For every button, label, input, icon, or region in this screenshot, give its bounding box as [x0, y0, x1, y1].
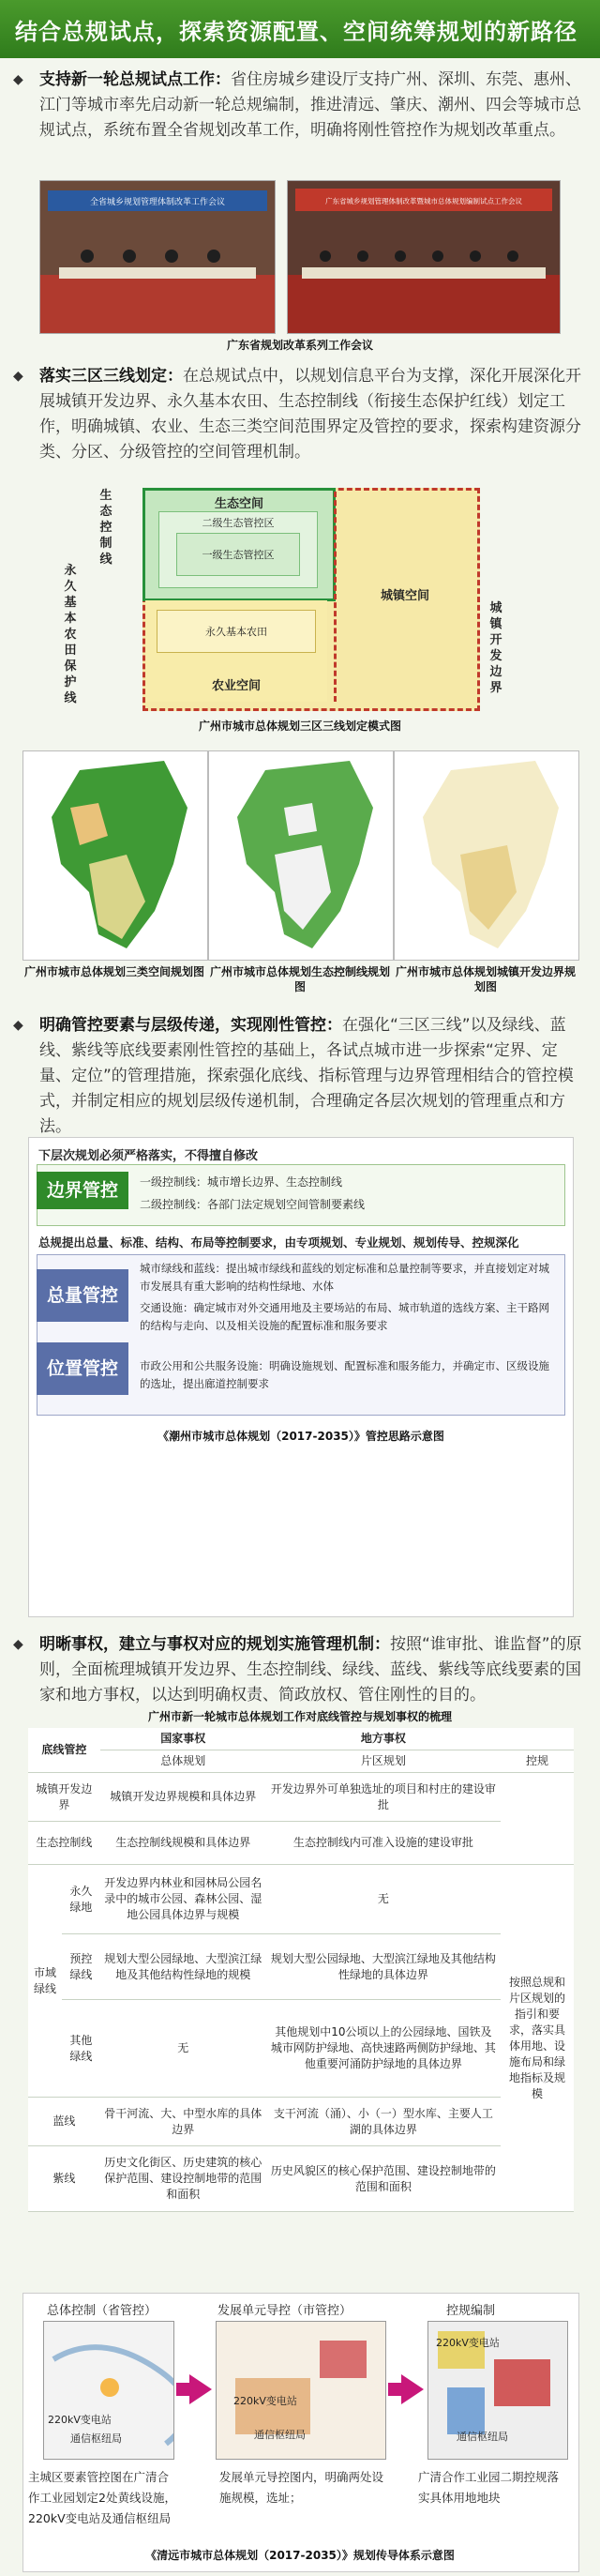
section-heading: 明晰事权，建立与事权对应的规划实施管理机制：	[39, 1635, 390, 1654]
tag-boundary-control: 边界管控	[37, 1172, 128, 1209]
map-urban-boundary	[394, 750, 579, 961]
section-heading: 落实三区三线划定：	[39, 367, 183, 386]
eco-space-zone	[142, 488, 336, 601]
chaozhou-control-diagram	[28, 1137, 574, 1617]
flow-arrow-1-icon	[189, 2374, 212, 2404]
flow-sub3: 220kV变电站	[436, 2337, 500, 2349]
meeting-photo-2-graphic	[288, 181, 560, 333]
table-row: 预控绿线 规划大型公园绿地、大型滨江绿地及其他结构性绿地的规模 规划大型公园绿地、大型滨江绿地及其他结构性绿地的具体边界	[28, 1934, 574, 2000]
table-row: 生态控制线 生态控制线规模和具体边界 生态控制线内可准入设施的建设审批	[28, 1822, 574, 1865]
map-caption-2: 广州市城市总体规划生态控制线规划图	[209, 965, 390, 993]
flow-map-1	[43, 2321, 174, 2460]
section-body: 在强化“三区三线”以及绿线、蓝线、紫线等底线要素刚性管控的基础上，各试点城市进一步探索“定界、定量、定位”的管理措施，探索强化底线、指标管理与边界管理相结合的管控模式，并制定相应的规划层级传递机制，合理确定各层次规划的管理重点和方法。	[39, 1016, 574, 1136]
d2-boundary-line-1: 一级控制线：城市增长边界、生态控制线	[140, 1175, 343, 1189]
map-eco-control-graphic	[209, 751, 393, 960]
tag-total-control: 总量管控	[37, 1269, 128, 1322]
diamond-bullet-icon: ◆	[13, 72, 23, 87]
farmland-zone	[157, 610, 316, 653]
table-row: 其他绿线 无 其他规划中10公顷以上的公园绿地、国铁及城市网防护绿地、高快速路两侧防护绿地、其他重要河涌防护绿地的具体边界	[28, 2000, 574, 2098]
agri-space-label: 农业空间	[211, 679, 261, 693]
flow-desc-2: 发展单元导控图内，明确两处设施规模，选址；	[219, 2470, 384, 2505]
eco-level2-label: 二级生态管控区	[202, 517, 275, 529]
flow-desc-1: 主城区要素管控图在广清合作工业园划定2处黄线设施，220kV变电站及通信枢纽局	[28, 2470, 176, 2525]
flow-sub2: 220kV变电站	[233, 2395, 297, 2407]
ctl-merged-cell: 按照总规和片区规划的指引和要求，落实具体用地、设施布局和绿地指标及规模	[501, 1865, 574, 2212]
eco-level2-zone	[158, 511, 318, 588]
section-heading: 支持新一轮总规试点工作：	[39, 70, 231, 89]
diamond-bullet-icon: ◆	[13, 1637, 23, 1652]
flow-sub3b: 通信枢纽局	[457, 2431, 508, 2443]
photo-1-banner-text: 全省城乡规划管理体制改革工作会议	[89, 198, 226, 207]
map-eco-control	[208, 750, 394, 961]
d2-item-facilities: 市政公用和公共服务设施：明确设施规划、配置标准和服务能力，并确定市、区级设施的选址，提出廊道控制要求	[140, 1359, 549, 1390]
map-urban-boundary-graphic	[395, 751, 578, 960]
table-row: 蓝线 骨干河流、大、中型水库的具体边界 支干河流（涌）、小（一）型水库、主要人工湖的具体边界	[28, 2098, 574, 2146]
tag-position-control: 位置管控	[37, 1342, 128, 1395]
urban-space-zone	[334, 492, 473, 702]
authority-table	[28, 1728, 574, 2212]
farmland-line-label: 永久基本农田保护线	[64, 564, 77, 705]
map-three-spaces	[22, 750, 208, 961]
meeting-caption: 广东省规划改革系列工作会议	[226, 339, 373, 352]
flow-map-3	[428, 2321, 568, 2460]
table-row: 市域绿线 永久绿地 开发边界内林业和园林局公园名录中的城市公园、森林公园、湿地公园具体边界与规模 无 按照总规和片区规划的指引和要求，落实具体用地、设施布局和绿地指标及规模	[28, 1865, 574, 1934]
page-banner	[0, 0, 600, 58]
section-body: 在总规试点中，以规划信息平台为支撑，深化开展深化开展城镇开发边界、永久基本农田、生态控制线（衔接生态保护红线）划定工作，明确城镇、农业、生态三类空间范围界定及管控的要求，探索构建资源分类、分区、分级管控的空间管理机制。	[39, 367, 581, 462]
flow-h2: 发展单元导控（市管控）	[218, 2304, 352, 2318]
eco-control-line-label: 生态控制线	[99, 489, 112, 567]
photo-2-banner-text: 广东省城乡规划管理体制改革暨城市总体规划编制试点工作会议	[325, 197, 522, 205]
flow-arrow-2-bar	[388, 2383, 401, 2396]
th-local: 地方事权	[266, 1728, 501, 1750]
table-row: 紫线 历史文化街区、历史建筑的核心保护范围、建设控制地带的范围和面积 历史风貌区的核心保护范围、建设控制地带的范围和面积	[28, 2146, 574, 2212]
flow-arrow-2-icon	[401, 2374, 424, 2404]
three-zones-caption: 广州市城市总体规划三区三线划定模式图	[198, 720, 401, 733]
section-control-elements	[13, 1013, 583, 1140]
th-national: 国家事权	[100, 1728, 266, 1750]
meeting-photo-2	[287, 180, 561, 334]
group-city-green: 市域绿线	[28, 1865, 62, 2098]
diamond-bullet-icon: ◆	[13, 369, 23, 384]
section-body: 省住房城乡建设厅支持广州、深圳、东莞、惠州、江门等城市率先启动新一轮总规编制，推进清远、肇庆、潮州、四会等城市总规试点，系统布置全省规划改革工作，明确将刚性管控作为规划改革重点。	[39, 70, 581, 140]
th-master-plan: 总体规划	[100, 1750, 266, 1773]
th-district-plan: 片区规划	[266, 1750, 501, 1773]
section-pilot-work	[13, 68, 583, 144]
d2-item-transport: 交通设施：确定城市对外交通用地及主要场站的布局、城市轨道的选线方案、主干路网的结构与走向、以及相关设施的配置标准和服务要求	[140, 1301, 549, 1332]
flow-map-2	[216, 2321, 386, 2460]
section-three-zones	[13, 364, 583, 465]
flow-sub1b: 通信枢纽局	[70, 2432, 122, 2445]
meeting-photo-1	[39, 180, 276, 334]
section-authority	[13, 1632, 583, 1708]
meeting-photo-1-graphic	[40, 181, 275, 333]
eco-space-label: 生态空间	[214, 497, 263, 511]
section-body: 按照“谁审批、谁监督”的原则，全面梳理城镇开发边界、生态控制线、绿线、蓝线、紫线等底线要素的国家和地方事权，以达到明确权责、简政放权、管住刚性的目的。	[39, 1635, 582, 1705]
eco-level1-label: 一级生态管控区	[202, 549, 275, 561]
section-heading: 明确管控要素与层级传递，实现刚性管控：	[39, 1016, 342, 1035]
map-caption-3: 广州市城市总体规划城镇开发边界规划图	[395, 965, 576, 993]
flow-arrow-1-bar	[176, 2383, 189, 2396]
table-title: 广州市新一轮城市总体规划工作对底线管控与规划事权的梳理	[147, 1710, 452, 1723]
map-three-spaces-graphic	[23, 751, 207, 960]
th-regulatory-plan: 控规	[501, 1750, 574, 1773]
flow-caption: 《清远市城市总体规划（2017-2035）》规划传导体系示意图	[145, 2549, 455, 2562]
agri-space-zone	[145, 600, 327, 702]
flow-h3: 控规编制	[446, 2304, 496, 2318]
d2-boundary-line-2: 二级控制线：各部门法定规划空间管制要素线	[140, 1198, 366, 1211]
d2-caption: 《潮州市城市总体规划（2017-2035）》管控思路示意图	[158, 1430, 444, 1443]
diamond-bullet-icon: ◆	[13, 1018, 23, 1033]
flow-sub1: 220kV变电站	[48, 2414, 112, 2426]
urban-boundary-label: 城镇开发边界	[489, 601, 502, 695]
flow-sub2b: 通信枢纽局	[254, 2429, 306, 2441]
d2-item-green-blue: 城市绿线和蓝线：提出城市绿线和蓝线的划定标准和总量控制等要求，并直接划定对城市发展具有重大影响的结构性绿地、水体	[140, 1262, 549, 1293]
d2-mid-text: 总规提出总量、标准、结构、布局等控制要求，由专项规划、专业规划、规划传导、控规深化	[38, 1235, 519, 1250]
flow-desc-3: 广清合作工业园二期控规落实具体用地地块	[418, 2470, 560, 2505]
banner-title: 结合总规试点，探索资源配置、空间统筹规划的新路径	[15, 19, 578, 45]
table-row: 城镇开发边界 城镇开发边界规模和具体边界 开发边界外可单独选址的项目和村庄的建设审批	[28, 1773, 574, 1822]
flow-h1: 总体控制（省管控）	[47, 2304, 158, 2318]
th-baseline: 底线管控	[28, 1728, 100, 1773]
urban-space-label: 城镇空间	[380, 589, 429, 603]
farmland-label: 永久基本农田	[205, 626, 267, 638]
map-caption-1: 广州市城市总体规划三类空间规划图	[23, 965, 204, 978]
d2-header: 下层次规划必须严格落实，不得擅自修改	[38, 1149, 259, 1163]
eco-level1-zone	[176, 533, 300, 576]
